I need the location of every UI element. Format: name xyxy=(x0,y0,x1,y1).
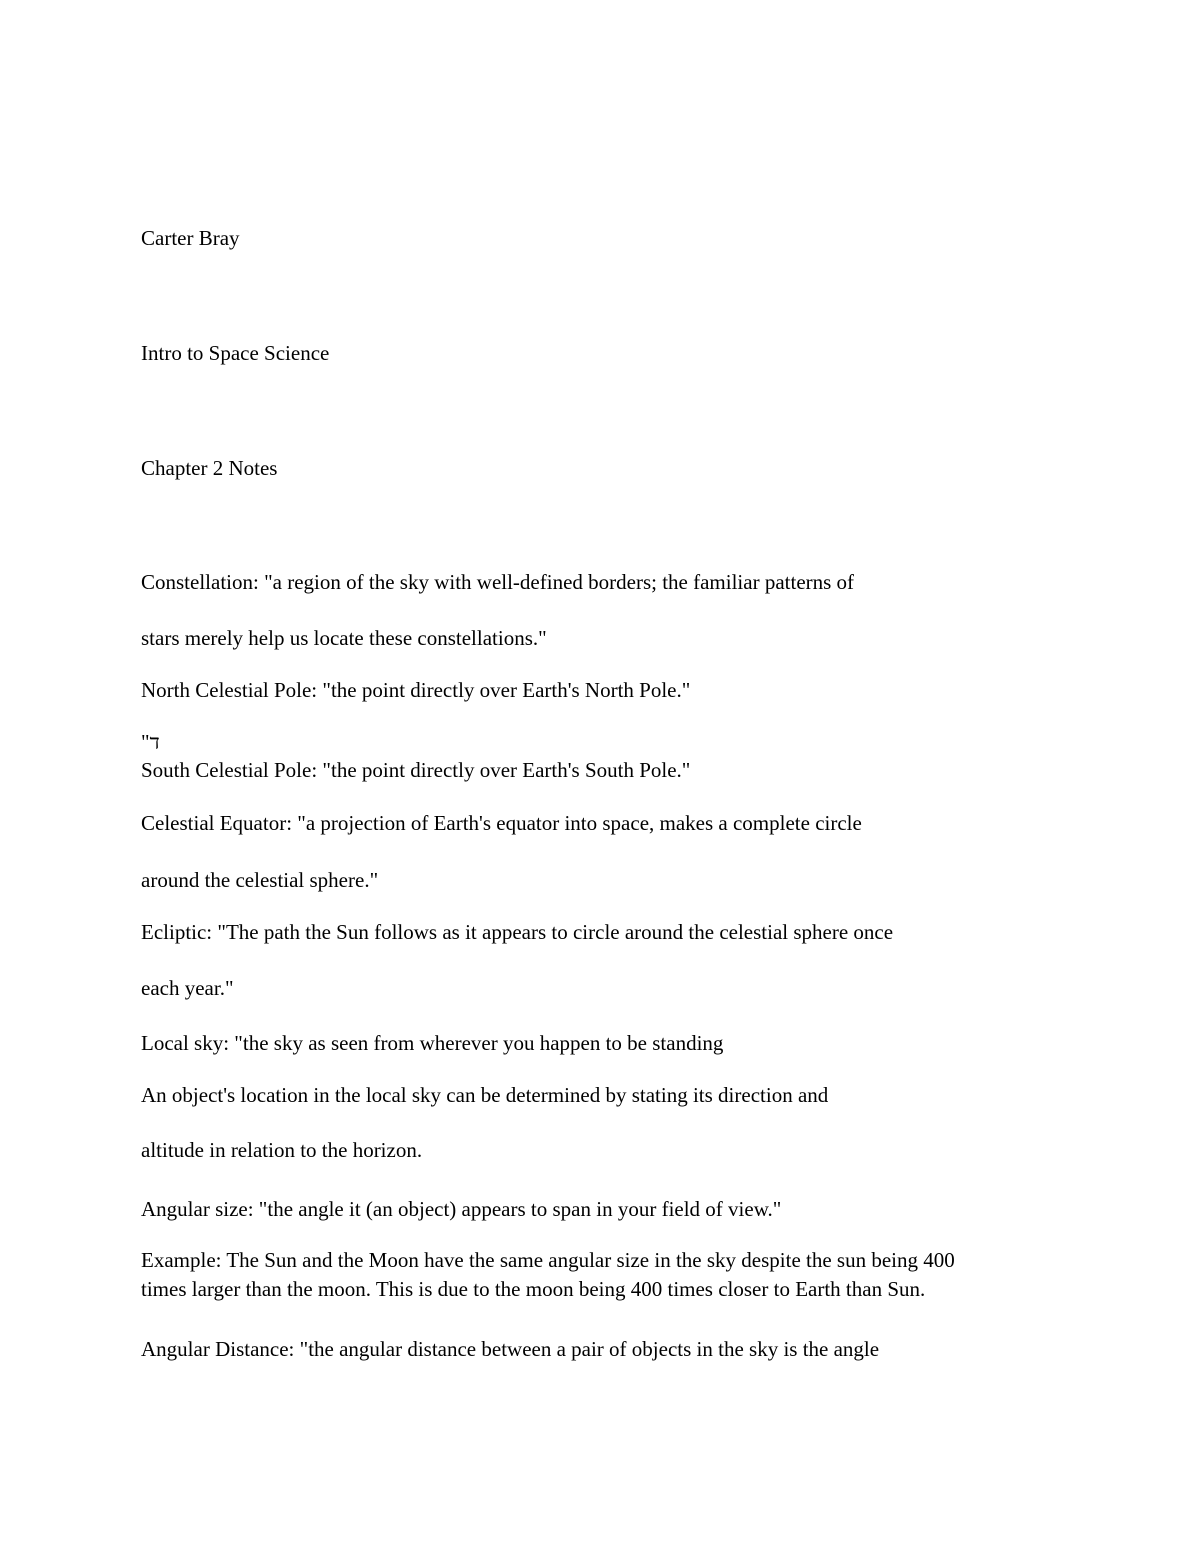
author-name: Carter Bray xyxy=(141,226,240,250)
text-line: times larger than the moon. This is due to the moon being 400 times closer to Earth than Sun. xyxy=(141,1277,926,1301)
text-line: each year." xyxy=(141,976,234,1000)
text-line: Angular Distance: "the angular distance between a pair of objects in the sky is the angle xyxy=(141,1337,880,1361)
document-title: Chapter 2 Notes xyxy=(141,456,278,480)
text-line: North Celestial Pole: "the point directly over Earth's North Pole." xyxy=(141,678,691,702)
text-line: "ד xyxy=(141,730,160,754)
text-line: An object's location in the local sky can be determined by stating its direction and xyxy=(141,1083,829,1107)
text-line: Local sky: "the sky as seen from wherever you happen to be standing xyxy=(141,1031,724,1055)
text-line: Constellation: "a region of the sky with well-defined borders; the familiar patterns of xyxy=(141,570,855,594)
text-line: Ecliptic: "The path the Sun follows as it appears to circle around the celestial sphere once xyxy=(141,920,894,944)
text-line: stars merely help us locate these constellations." xyxy=(141,626,547,650)
text-line: Celestial Equator: "a projection of Earth's equator into space, makes a complete circle xyxy=(141,811,862,835)
text-line: around the celestial sphere." xyxy=(141,868,379,892)
text-line: Angular size: "the angle it (an object) appears to span in your field of view." xyxy=(141,1197,782,1221)
course-name: Intro to Space Science xyxy=(141,341,330,365)
text-line: Example: The Sun and the Moon have the same angular size in the sky despite the sun being 400 xyxy=(141,1248,955,1272)
text-line: South Celestial Pole: "the point directly over Earth's South Pole." xyxy=(141,758,691,782)
text-line: altitude in relation to the horizon. xyxy=(141,1138,423,1162)
